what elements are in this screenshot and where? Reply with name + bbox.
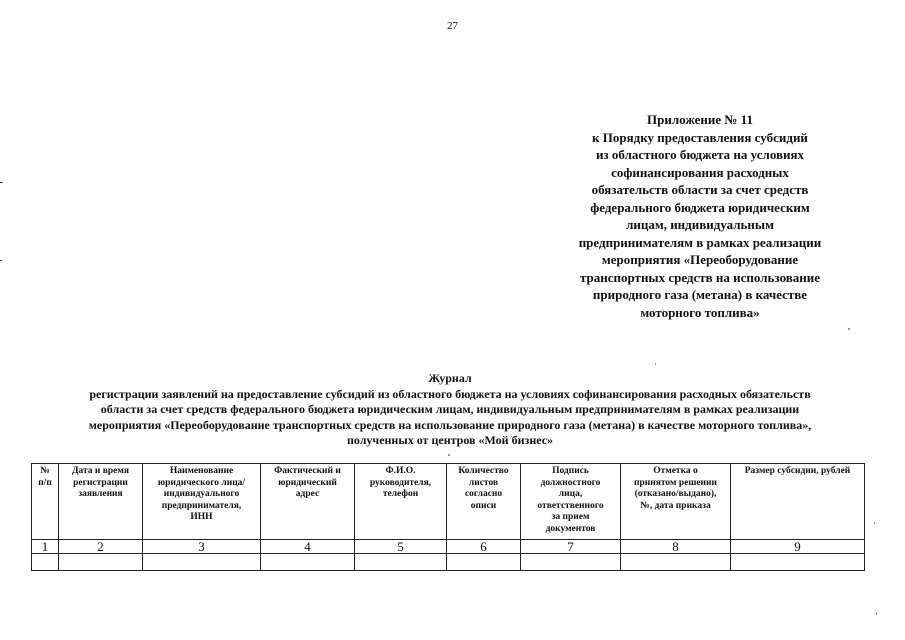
column-header-subsidy-amount: Размер субсидии, рублей [731,464,865,540]
column-number: 6 [447,540,521,554]
table-cell [143,554,261,571]
appendix-line: федерального бюджета юридическим [590,199,810,215]
appendix-line: софинансирования расходных [611,164,789,180]
appendix-line: обязательств области за счет средств [591,182,809,197]
scan-edge-mark [0,182,3,183]
table-cell [447,554,521,571]
column-number-row [32,540,865,554]
table-cell [355,554,447,571]
table-cell [731,554,865,571]
column-header-signature: Подпись должностного лица, ответственного за прием документов [521,464,621,540]
column-header-sheet-count: Количество листов согласно описи [447,464,521,540]
table-cell [59,554,143,571]
appendix-line: лицам, индивидуальным [626,217,774,232]
appendix-line: транспортных средств на использование [579,269,821,285]
appendix-line: природного газа (метана) в качестве [592,287,808,302]
column-number: 1 [32,540,59,554]
appendix-line: мероприятия «Переоборудование [601,252,799,267]
scan-speck [848,328,850,330]
table-cell [621,554,731,571]
appendix-line: из областного бюджета на условиях [595,147,805,162]
column-number: 7 [521,540,621,554]
appendix-line: к Порядку предоставления субсидий [592,129,808,145]
page-number: 27 [447,20,458,32]
appendix-block [555,111,845,321]
column-header-registration-date: Дата и время регистрации заявления [59,464,143,540]
journal-subtitle-line: полученных от центров «Мой бизнес» [346,433,554,447]
journal-subtitle-line: мероприятия «Переоборудование транспортных средств на использование природного газа (метана) в качестве моторного топлива», [88,417,812,432]
column-header-address: Фактический и юридический адрес [261,464,355,540]
column-header-applicant-name: Наименование юридического лица/ индивидуального предпринимателя, ИНН [143,464,261,540]
scan-edge-mark [0,260,2,261]
registration-table [31,463,865,571]
column-number: 8 [621,540,731,554]
column-header-decision: Отметка о принятом решении (отказано/выдано), №, дата приказа [621,464,731,540]
column-header-number: № п/п [32,464,59,540]
column-number: 4 [261,540,355,554]
column-header-head-name: Ф.И.О. руководителя, телефон [355,464,447,540]
journal-heading [30,371,870,449]
journal-subtitle-line: области за счет средств федерального бюджета юридическим лицам, индивидуальным предпринимателям в рамках реализации [100,402,800,416]
journal-title: Журнал [428,371,472,385]
table-cell [261,554,355,571]
scan-speck [874,522,875,524]
journal-subtitle-line: регистрации заявлений на предоставление субсидий из областного бюджета на условиях софинансирования расходных обязательств [89,386,811,401]
table-cell [32,554,59,571]
column-number: 9 [731,540,865,554]
scan-speck [876,612,877,615]
column-number: 2 [59,540,143,554]
table-header-row [32,464,865,540]
table-row [32,554,865,571]
appendix-line: предпринимателям в рамках реализации [578,234,822,250]
table-cell [521,554,621,571]
column-number: 3 [143,540,261,554]
scan-speck [655,363,656,365]
appendix-line: моторного топлива» [640,304,760,320]
column-number: 5 [355,540,447,554]
appendix-title: Приложение № 11 [647,112,753,127]
scan-speck [448,454,450,456]
